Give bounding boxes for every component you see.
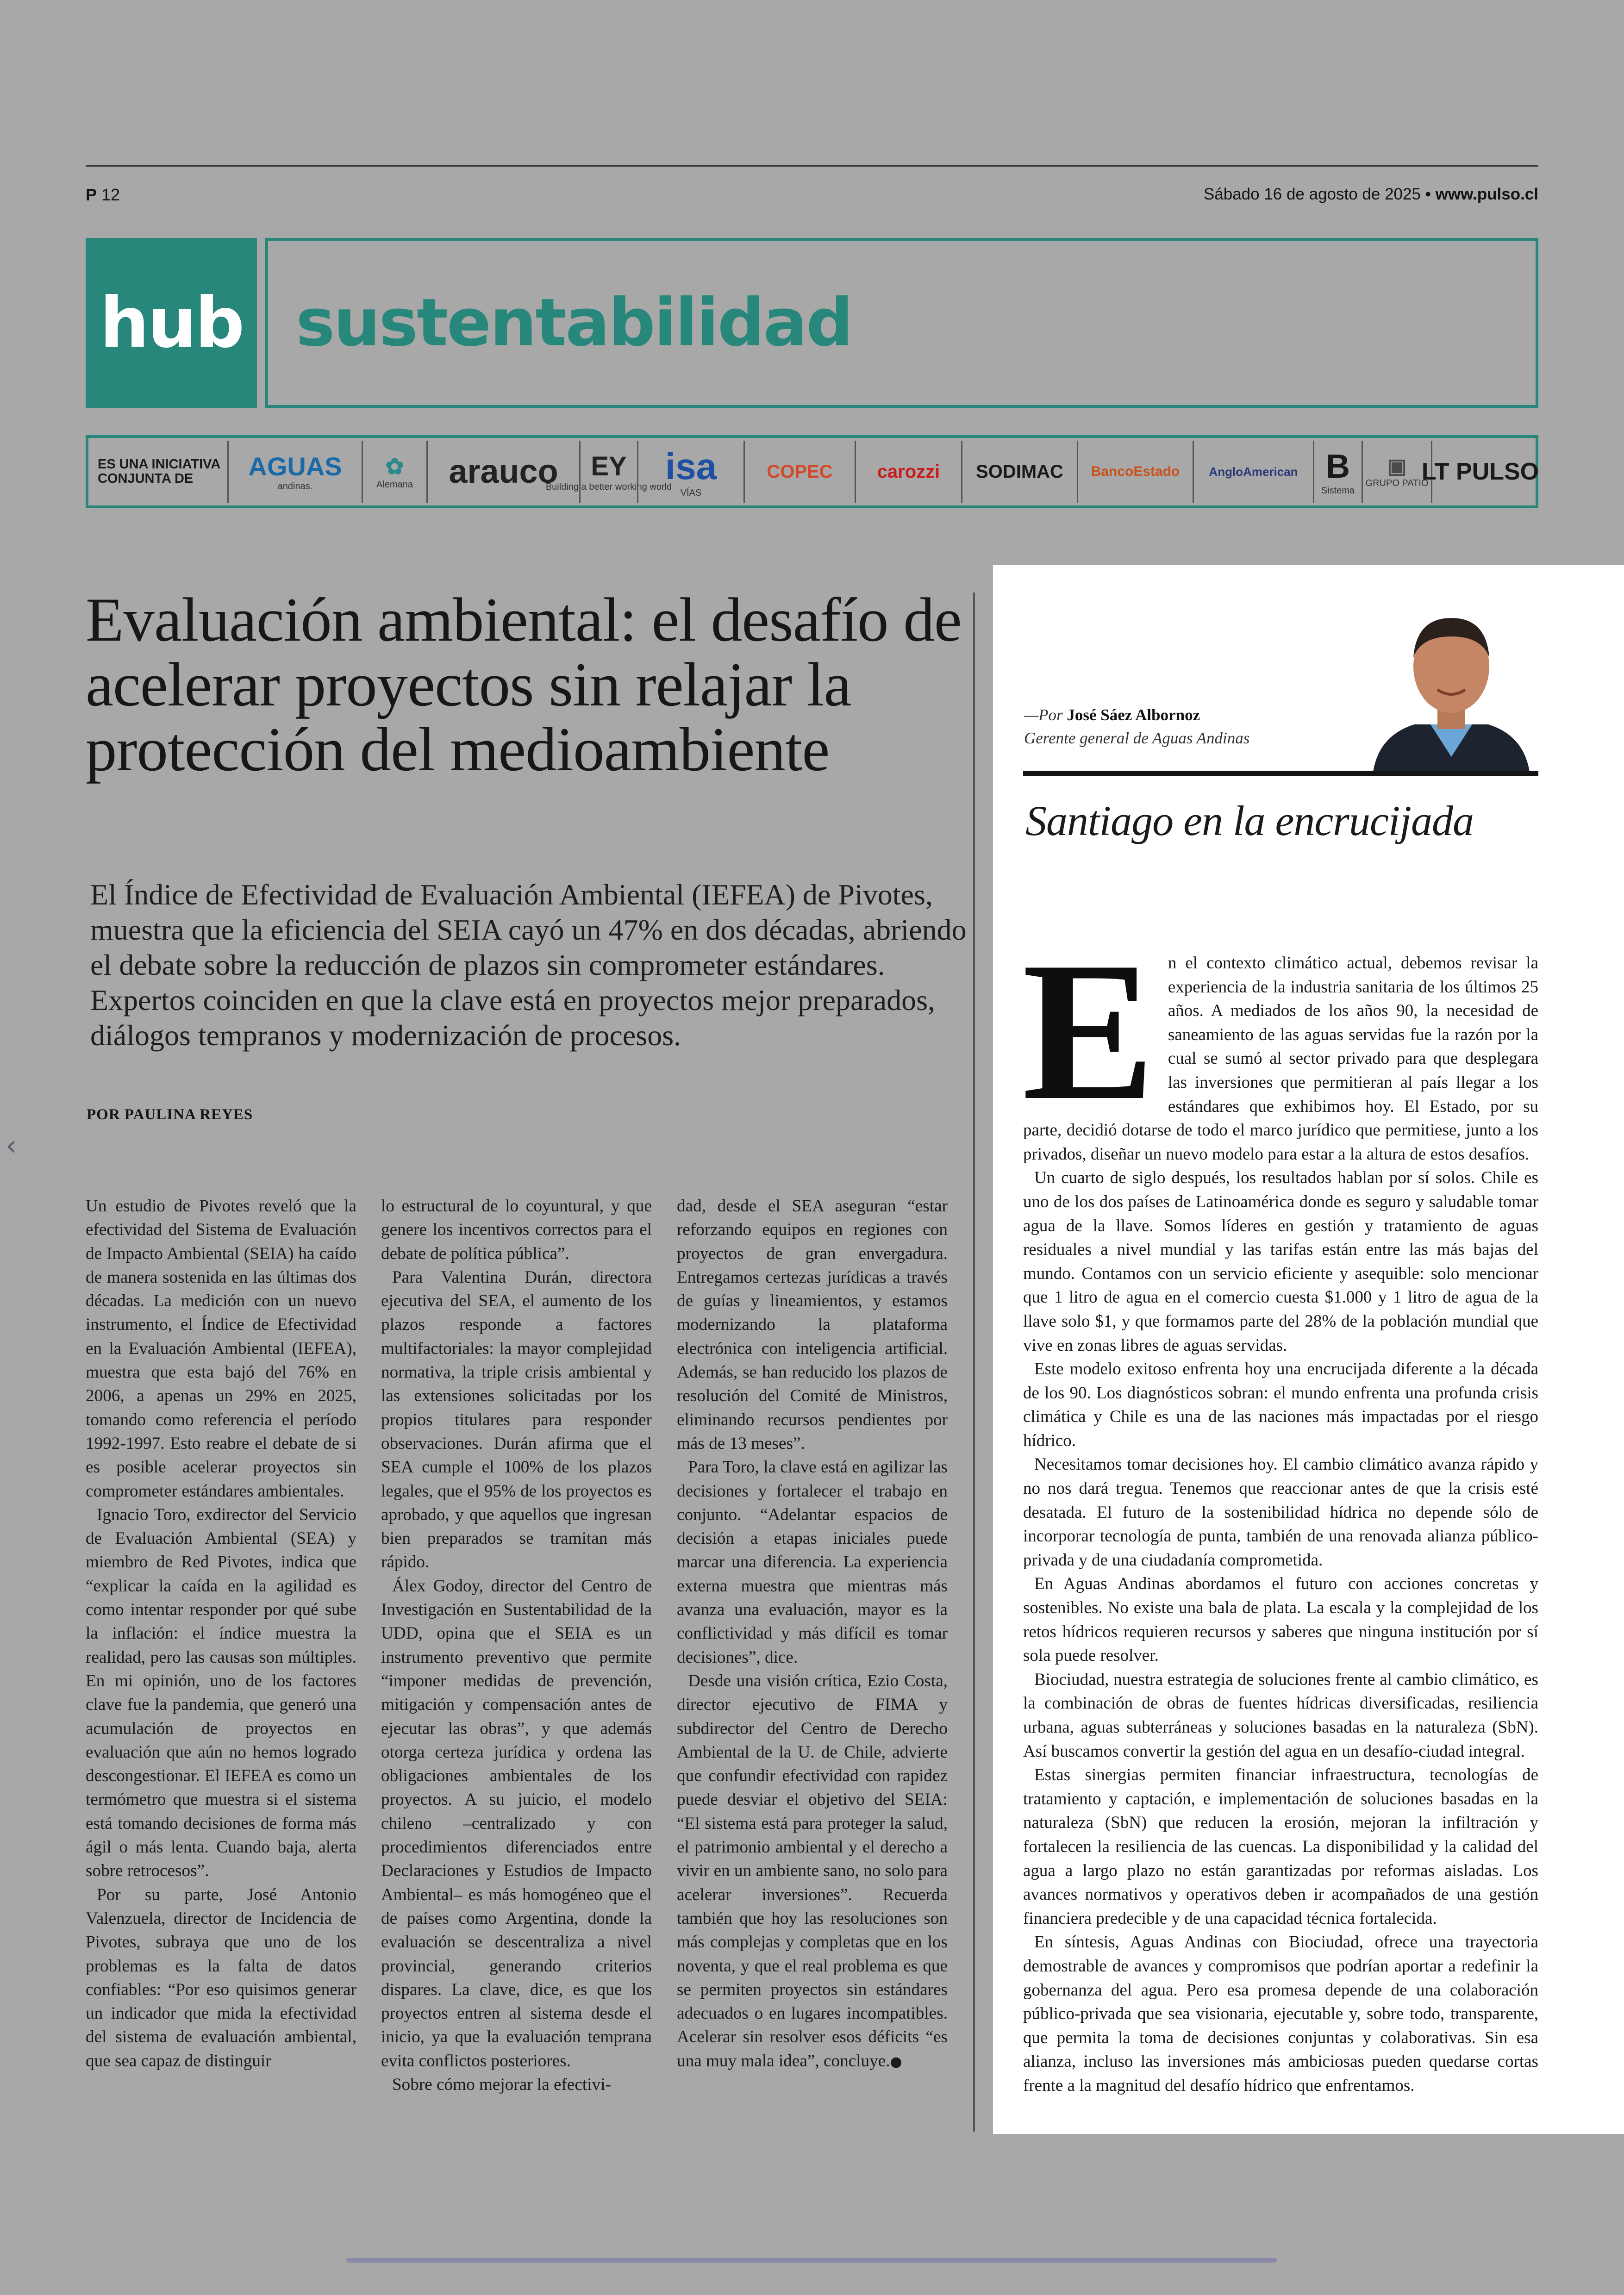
page-scroll-indicator[interactable] — [346, 2258, 1277, 2263]
sponsor-logo — [1313, 441, 1362, 503]
sponsor-logo-name: ▣ — [1387, 455, 1407, 478]
sponsor-logo-name: ✿ — [385, 454, 404, 479]
opinion-body — [1022, 921, 1538, 2098]
author-name: José Sáez Albornoz — [1067, 706, 1200, 724]
sponsor-logo-name: LT PULSO — [1421, 458, 1539, 485]
paragraph — [677, 1669, 948, 2074]
paragraph: Biociudad, nuestra estrategia de soluciones frente al cambio climático, es la combinación de obras de fuentes hídricas diversificadas, resiliencia urbana, aguas subterráneas y soluciones basadas en la naturaleza (SbN). Así buscamos convertir la gestión del agua en un desafío-ciudad integral. — [1023, 1670, 1538, 1761]
sponsor-logo-sub: andinas. — [277, 481, 313, 492]
article-headline: Evaluación ambiental: el desafío de acelerar proyectos sin relajar la protección del medioambiente — [86, 586, 962, 784]
previous-page-icon[interactable]: ‹ — [6, 1129, 17, 1162]
header-rule — [86, 165, 1538, 167]
sponsor-logo — [1421, 441, 1539, 503]
sponsor-logo — [227, 441, 362, 503]
paragraph: En el contexto climático actual, debemos revisar la experiencia de la industria sanitaria de los últimos 25 años. A mediados de los años 90, la necesidad de saneamiento de las aguas servidas fue la razón por la cual se sumó al sector privado para que desplegara las inversiones que permitieran al país llegar a los estándares que exhibimos hoy. El Estado, por su parte, decidió dotarse de todo el marco jurídico que permitiese, junto a los privados, diseñar un nuevo modelo para estar a la altura de estos desafíos. — [1022, 921, 1538, 1164]
sponsor-logo — [1193, 441, 1313, 503]
sponsor-logo-sub: Alemana — [376, 479, 413, 490]
paragraph: En Aguas Andinas abordamos el futuro con acciones concretas y sostenibles. No existe una bala de plata. La escala y la complejidad de los retos hídricos requieren recursos y saberes que ninguna institución por sí sola puede resolver. — [1023, 1574, 1538, 1665]
sponsor-logo-name: BancoEstado — [1091, 464, 1180, 479]
sponsor-logo-name: COPEC — [767, 461, 833, 482]
sponsor-logo-name: carozzi — [877, 461, 940, 482]
sponsor-logo-sub: Sistema — [1321, 485, 1355, 496]
end-mark-icon: ● — [890, 2053, 902, 2070]
author-role: Gerente general de Aguas Andinas — [1024, 729, 1250, 747]
sponsor-logo — [545, 441, 672, 503]
sponsor-strip — [86, 435, 1538, 508]
paragraph: Este modelo exitoso enfrenta hoy una encrucijada diferente a la década de los 90. Los diagnósticos sobran: el mundo enfrenta una profunda crisis climática y Chile es una de las naciones más impactadas por el riesgo hídrico. — [1023, 1360, 1538, 1450]
paragraph: Para Toro, la clave está en agilizar las decisiones y fortalecer el trabajo en conjunto. “Adelantar espacios de decisión a etapas iniciales puede marcar una diferencia. La experiencia externa muestra que mientras más avanza una evaluación, mayor es la conflictividad y más difícil es tomar decisiones”, dice. — [677, 1458, 948, 1667]
hub-logo: hub — [86, 238, 257, 408]
site-url[interactable]: www.pulso.cl — [1435, 185, 1538, 203]
article-byline: POR PAULINA REYES — [87, 1106, 253, 1123]
author-rule — [1023, 771, 1538, 776]
sponsor-intro: ES UNA INICIATIVA CONJUNTA DE — [98, 457, 220, 486]
date-text: Sábado 16 de agosto de 2025 — [1203, 185, 1421, 203]
sponsor-logo-sub: Building a better working world — [545, 482, 672, 492]
sponsor-logo — [1362, 441, 1431, 503]
dropcap: E — [1022, 921, 1155, 1141]
sponsor-logo — [426, 441, 579, 503]
paragraph: Estas sinergias permiten financiar infraestructura, tecnologías de tratamiento y captación, e implementación de soluciones basadas en la naturaleza (SbN) que reducen la erosión, mejoran la infiltración y fortalecen la resiliencia de las cuencas. La disponibilidad y la calidad del agua a largo plazo no están garantizadas por reformas aisladas. Los avances normativos y operativos deben ir acompañados de una gestión financiera predecible y de una capacidad técnica fortalecida. — [1023, 1765, 1538, 1928]
sponsor-logo-sub: VÍAS — [680, 487, 702, 498]
sponsor-logo-sub: GRUPO PATIO — [1365, 478, 1429, 488]
sponsor-logo-name: SODIMAC — [976, 461, 1063, 482]
sponsor-logo — [637, 441, 743, 503]
paragraph: dad, desde el SEA aseguran “estar reforzando equipos en regiones con proyectos de gran envergadura. Entregamos certezas jurídicas a través de guías y lineamientos, y estamos modernizando la plataforma electrónica con inteligencia artificial. Además, se han reducido los plazos de resolución del Comité de Ministros, eliminando recursos pendientes por más de 13 meses”. — [677, 1197, 948, 1453]
paragraph: lo estructural de lo coyuntural, y que genere los incentivos correctos para el debate de política pública”. — [381, 1197, 652, 1263]
paragraph: Un cuarto de siglo después, los resultados hablan por sí solos. Chile es uno de los dos países de Latinoamérica donde es seguro y saludable tomar agua de la llave. Somos líderes en gestión y tratamiento de aguas residuales a nivel mundial y las tarifas están entre las más bajas del mundo. Contamos con un servicio eficiente y asequible: solo mencionar que 1 litro de agua en el comercio cuesta $1.000 y 1 litro de agua de la llave solo $1, y que formamos parte del 28% de la población mundial que vive en zonas libres de aguas servidas. — [1023, 1168, 1538, 1355]
sponsor-logo — [743, 441, 855, 503]
section-title: sustentabilidad — [296, 285, 852, 361]
sponsor-logo — [855, 441, 961, 503]
sponsor-logo — [362, 441, 426, 503]
paragraph: Necesitamos tomar decisiones hoy. El cambio climático avanza rápido y no nos dará tregua. Tenemos que reaccionar antes de que la crisis esté desatada. El futuro de la sostenibilidad hídrica no depende sólo de incorporar tecnología de punta, también de una renovada alianza público-privada y de una ciudadanía comprometida. — [1023, 1455, 1538, 1570]
paragraph: Ignacio Toro, exdirector del Servicio de Evaluación Ambiental (SEA) y miembro de Red Pivotes, indica que “explicar la caída en la agilidad es como intentar responder por qué sube la inflación: el índice muestra la realidad, pero las causas son múltiples. En mi opinión, uno de los factores clave fue la pandemia, que generó una acumulación de proyectos en evaluación que aún no hemos logrado descongestionar. El IEFEA es como un termómetro que muestra si el sistema está tomando decisiones de forma más ágil o más lenta. Cuando baja, alerta sobre retrocesos”. — [86, 1505, 356, 1881]
opinion-title: Santiago en la encrucijada — [1025, 797, 1474, 844]
paragraph-text: Desde una visión crítica, Ezio Costa, director ejecutivo de FIMA y subdirector del Centro de Derecho Ambiental de la U. de Chile, advierte que confundir efectividad con rapidez puede desviar el objetivo del SEIA: “El sistema está para proteger la salud, el patrimonio ambiental y el derecho a vivir en un ambiente sano, no solo para acelerar inversiones”. Recuerda también que hoy las resoluciones son más complejas y completas que en los noventa, y que el real problema es que se permiten proyectos sin estándares adecuados o en lugares incompatibles. Acelerar sin resolver esos déficits “es una muy mala idea”, concluye. — [677, 1671, 948, 2070]
paragraph: Sobre cómo mejorar la efectivi- — [392, 2075, 611, 2094]
article-column-1 — [86, 1194, 356, 2073]
author-line: —Por José Sáez Albornoz — [1024, 706, 1200, 724]
paragraph: Un estudio de Pivotes reveló que la efectividad del Sistema de Evaluación de Impacto Ambiental (SEIA) ha caído de manera sostenida en las últimas dos décadas. La medición con un nuevo instrumento, el Índice de Efectividad en la Evaluación Ambiental (IEFEA), muestra que esta bajó del 76% en 2006, a apenas un 29% en 2025, tomando como referencia el período 1992-1997. Esto reabre el debate de si es posible acelerar proyectos sin comprometer estándares ambientales. — [86, 1197, 356, 1501]
sponsor-logo-name: isa — [665, 445, 717, 487]
sponsor-logo — [961, 441, 1077, 503]
sponsor-logo-name: EY — [591, 451, 627, 481]
article-column-2 — [381, 1194, 652, 2096]
paragraph: Por su parte, José Antonio Valenzuela, director de Incidencia de Pivotes, subraya que uno de los problemas es la falta de datos confiables: “Por eso quisimos generar un indicador que mida la efectividad del sistema de evaluación ambiental, que sea capaz de distinguir — [86, 1885, 356, 2070]
sponsor-logo-name: AngloAmerican — [1209, 464, 1298, 479]
sponsor-logo — [1077, 441, 1193, 503]
column-divider — [973, 592, 975, 2132]
paragraph: Álex Godoy, director del Centro de Investigación en Sustentabilidad de la UDD, opina que el SEIA es un instrumento preventivo que permite “imponer medidas de prevención, mitigación y compensación antes de ejecutar las obras”, y que además otorga certeza jurídica y ordena las obligaciones ambientales de los proyectos. A su juicio, el modelo chileno –centralizado y con procedimientos diferenciados entre Declaraciones y Estudios de Impacto Ambiental– es más homogéneo que el de países como Argentina, donde la evaluación se descentraliza a nivel provincial, generando criterios dispares. La clave, dice, es que los proyectos entren al sistema desde el inicio, ya que la evaluación temprana evita conflictos posteriores. — [381, 1576, 652, 2070]
page-number: P 12 — [86, 185, 120, 204]
sponsor-logo-name: AGUAS — [248, 452, 342, 481]
article-column-3 — [677, 1194, 948, 2074]
article-deck: El Índice de Efectividad de Evaluación Ambiental (IEFEA) de Pivotes, muestra que la eficiencia del SEIA cayó un 47% en dos décadas, abriendo el debate sobre la reducción de plazos sin comprometer estándares. Expertos coinciden en que la clave está en proyectos mejor preparados, diálogos tempranos y modernización de procesos. — [90, 878, 967, 1052]
paragraph: En síntesis, Aguas Andinas con Biociudad, ofrece una trayectoria demostrable de avances y compromisos que podrían aportar a redefinir la gobernanza del agua. Pero esa promesa depende de una colaboración público-privada que sea visionaria, ejecutable y, sobre todo, transparente, que permita la toma de decisiones conjuntas y colaborativas. Sin esa alianza, incluso las inversiones más ambiciosas pueden quedarse cortas frente a la magnitud del desafío hídrico que enfrentamos. — [1023, 1933, 1538, 2095]
dateline: Sábado 16 de agosto de 2025 • www.pulso.cl — [1203, 185, 1538, 203]
author-photo — [1363, 597, 1538, 775]
section-title-box — [265, 238, 1538, 408]
sponsor-logo-name: B — [1326, 448, 1350, 485]
sponsor-logo-name: arauco — [449, 453, 558, 490]
paragraph: Para Valentina Durán, directora ejecutiva del SEA, el aumento de los plazos responde a factores multifactoriales: la mayor complejidad normativa, la triple crisis ambiental y las extensiones solicitadas por los propios titulares para responder observaciones. Durán afirma que el SEA cumple el 100% de los plazos legales, que el 95% de los proyectos es aprobado, y que aquellos que ingresan bien preparados se tramitan más rápido. — [381, 1267, 652, 1572]
